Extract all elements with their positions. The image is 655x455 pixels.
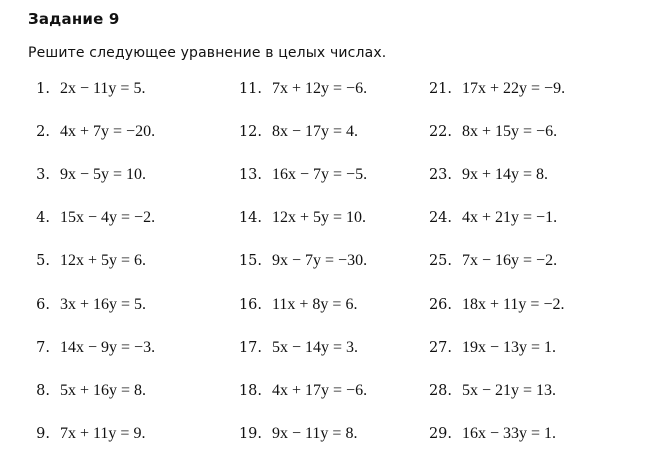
problem-item: [236, 337, 358, 359]
problem-equation: 9x − 5y = 10.: [60, 166, 147, 183]
problem-number: 19.: [238, 426, 262, 442]
problem-item: [426, 121, 557, 143]
problem-equation: 9x + 14y = 8.: [462, 166, 549, 183]
problem-item: [236, 294, 357, 316]
problem-equation: 5x + 16y = 8.: [60, 382, 147, 399]
problem-number: 27.: [428, 340, 452, 356]
problem-item: [28, 207, 155, 229]
problem-number: 26.: [428, 297, 452, 313]
problem-number: 12.: [238, 124, 262, 140]
problem-item: [236, 164, 367, 186]
problem-number: 24.: [428, 210, 452, 226]
problem-equation: 4x + 17y = −6.: [272, 382, 368, 399]
problem-number: 7.: [36, 340, 50, 356]
problem-item: [28, 294, 146, 316]
problem-number: 16.: [238, 297, 262, 313]
task-instruction: Решите следующее уравнение в целых числах.: [28, 45, 387, 61]
problem-equation: 19x − 13y = 1.: [462, 339, 557, 356]
problem-equation: 12x + 5y = 6.: [60, 252, 147, 269]
problem-item: [426, 164, 548, 186]
problem-number: 9.: [36, 426, 50, 442]
problem-equation: 8x − 17y = 4.: [272, 123, 359, 140]
problem-number: 15.: [238, 253, 262, 269]
problem-number: 29.: [428, 426, 452, 442]
problem-equation: 4x + 7y = −20.: [60, 123, 156, 140]
task-title: Задание 9: [28, 10, 120, 28]
problem-item: [28, 78, 145, 100]
problem-number: 3.: [36, 167, 50, 183]
problem-number: 13.: [238, 167, 262, 183]
problem-equation: 17x + 22y = −9.: [462, 80, 566, 97]
problem-number: 25.: [428, 253, 452, 269]
problem-number: 1.: [36, 81, 50, 97]
problem-item: [28, 423, 145, 445]
problem-number: 28.: [428, 383, 452, 399]
problem-item: [426, 423, 556, 445]
problem-number: 14.: [238, 210, 262, 226]
problem-equation: 11x + 8y = 6.: [272, 296, 358, 313]
problem-number: 22.: [428, 124, 452, 140]
problem-item: [236, 380, 367, 402]
problem-number: 2.: [36, 124, 50, 140]
problem-equation: 8x + 15y = −6.: [462, 123, 558, 140]
problem-equation: 12x + 5y = 10.: [272, 209, 367, 226]
problem-number: 21.: [428, 81, 452, 97]
problem-number: 4.: [36, 210, 50, 226]
problem-item: [28, 250, 146, 272]
problem-number: 23.: [428, 167, 452, 183]
problem-equation: 9x − 11y = 8.: [272, 425, 358, 442]
problem-item: [28, 121, 155, 143]
problem-item: [426, 78, 565, 100]
problem-number: 18.: [238, 383, 262, 399]
problem-item: [236, 250, 367, 272]
problem-item: [236, 423, 357, 445]
problem-item: [28, 337, 155, 359]
problem-equation: 18x + 11y = −2.: [462, 296, 565, 313]
problem-equation: 14x − 9y = −3.: [60, 339, 156, 356]
problem-item: [426, 380, 556, 402]
problem-item: [28, 164, 146, 186]
problem-equation: 3x + 16y = 5.: [60, 296, 147, 313]
problem-equation: 5x − 21y = 13.: [462, 382, 557, 399]
problem-equation: 2x − 11y = 5.: [60, 80, 146, 97]
problem-equation: 15x − 4y = −2.: [60, 209, 156, 226]
problem-equation: 5x − 14y = 3.: [272, 339, 359, 356]
problem-equation: 7x − 16y = −2.: [462, 252, 558, 269]
problem-number: 8.: [36, 383, 50, 399]
problem-item: [426, 250, 557, 272]
problem-item: [426, 207, 557, 229]
problem-item: [28, 380, 146, 402]
problem-equation: 16x − 33y = 1.: [462, 425, 557, 442]
problem-equation: 7x + 12y = −6.: [272, 80, 368, 97]
problem-item: [236, 121, 358, 143]
problem-item: [426, 294, 564, 316]
problem-item: [426, 337, 556, 359]
problem-item: [236, 78, 367, 100]
problem-number: 5.: [36, 253, 50, 269]
problem-equation: 16x − 7y = −5.: [272, 166, 368, 183]
problem-item: [236, 207, 366, 229]
problem-number: 11.: [238, 81, 262, 97]
problem-number: 17.: [238, 340, 262, 356]
problem-equation: 7x + 11y = 9.: [60, 425, 146, 442]
problem-number: 6.: [36, 297, 50, 313]
problem-equation: 4x + 21y = −1.: [462, 209, 558, 226]
problem-equation: 9x − 7y = −30.: [272, 252, 368, 269]
